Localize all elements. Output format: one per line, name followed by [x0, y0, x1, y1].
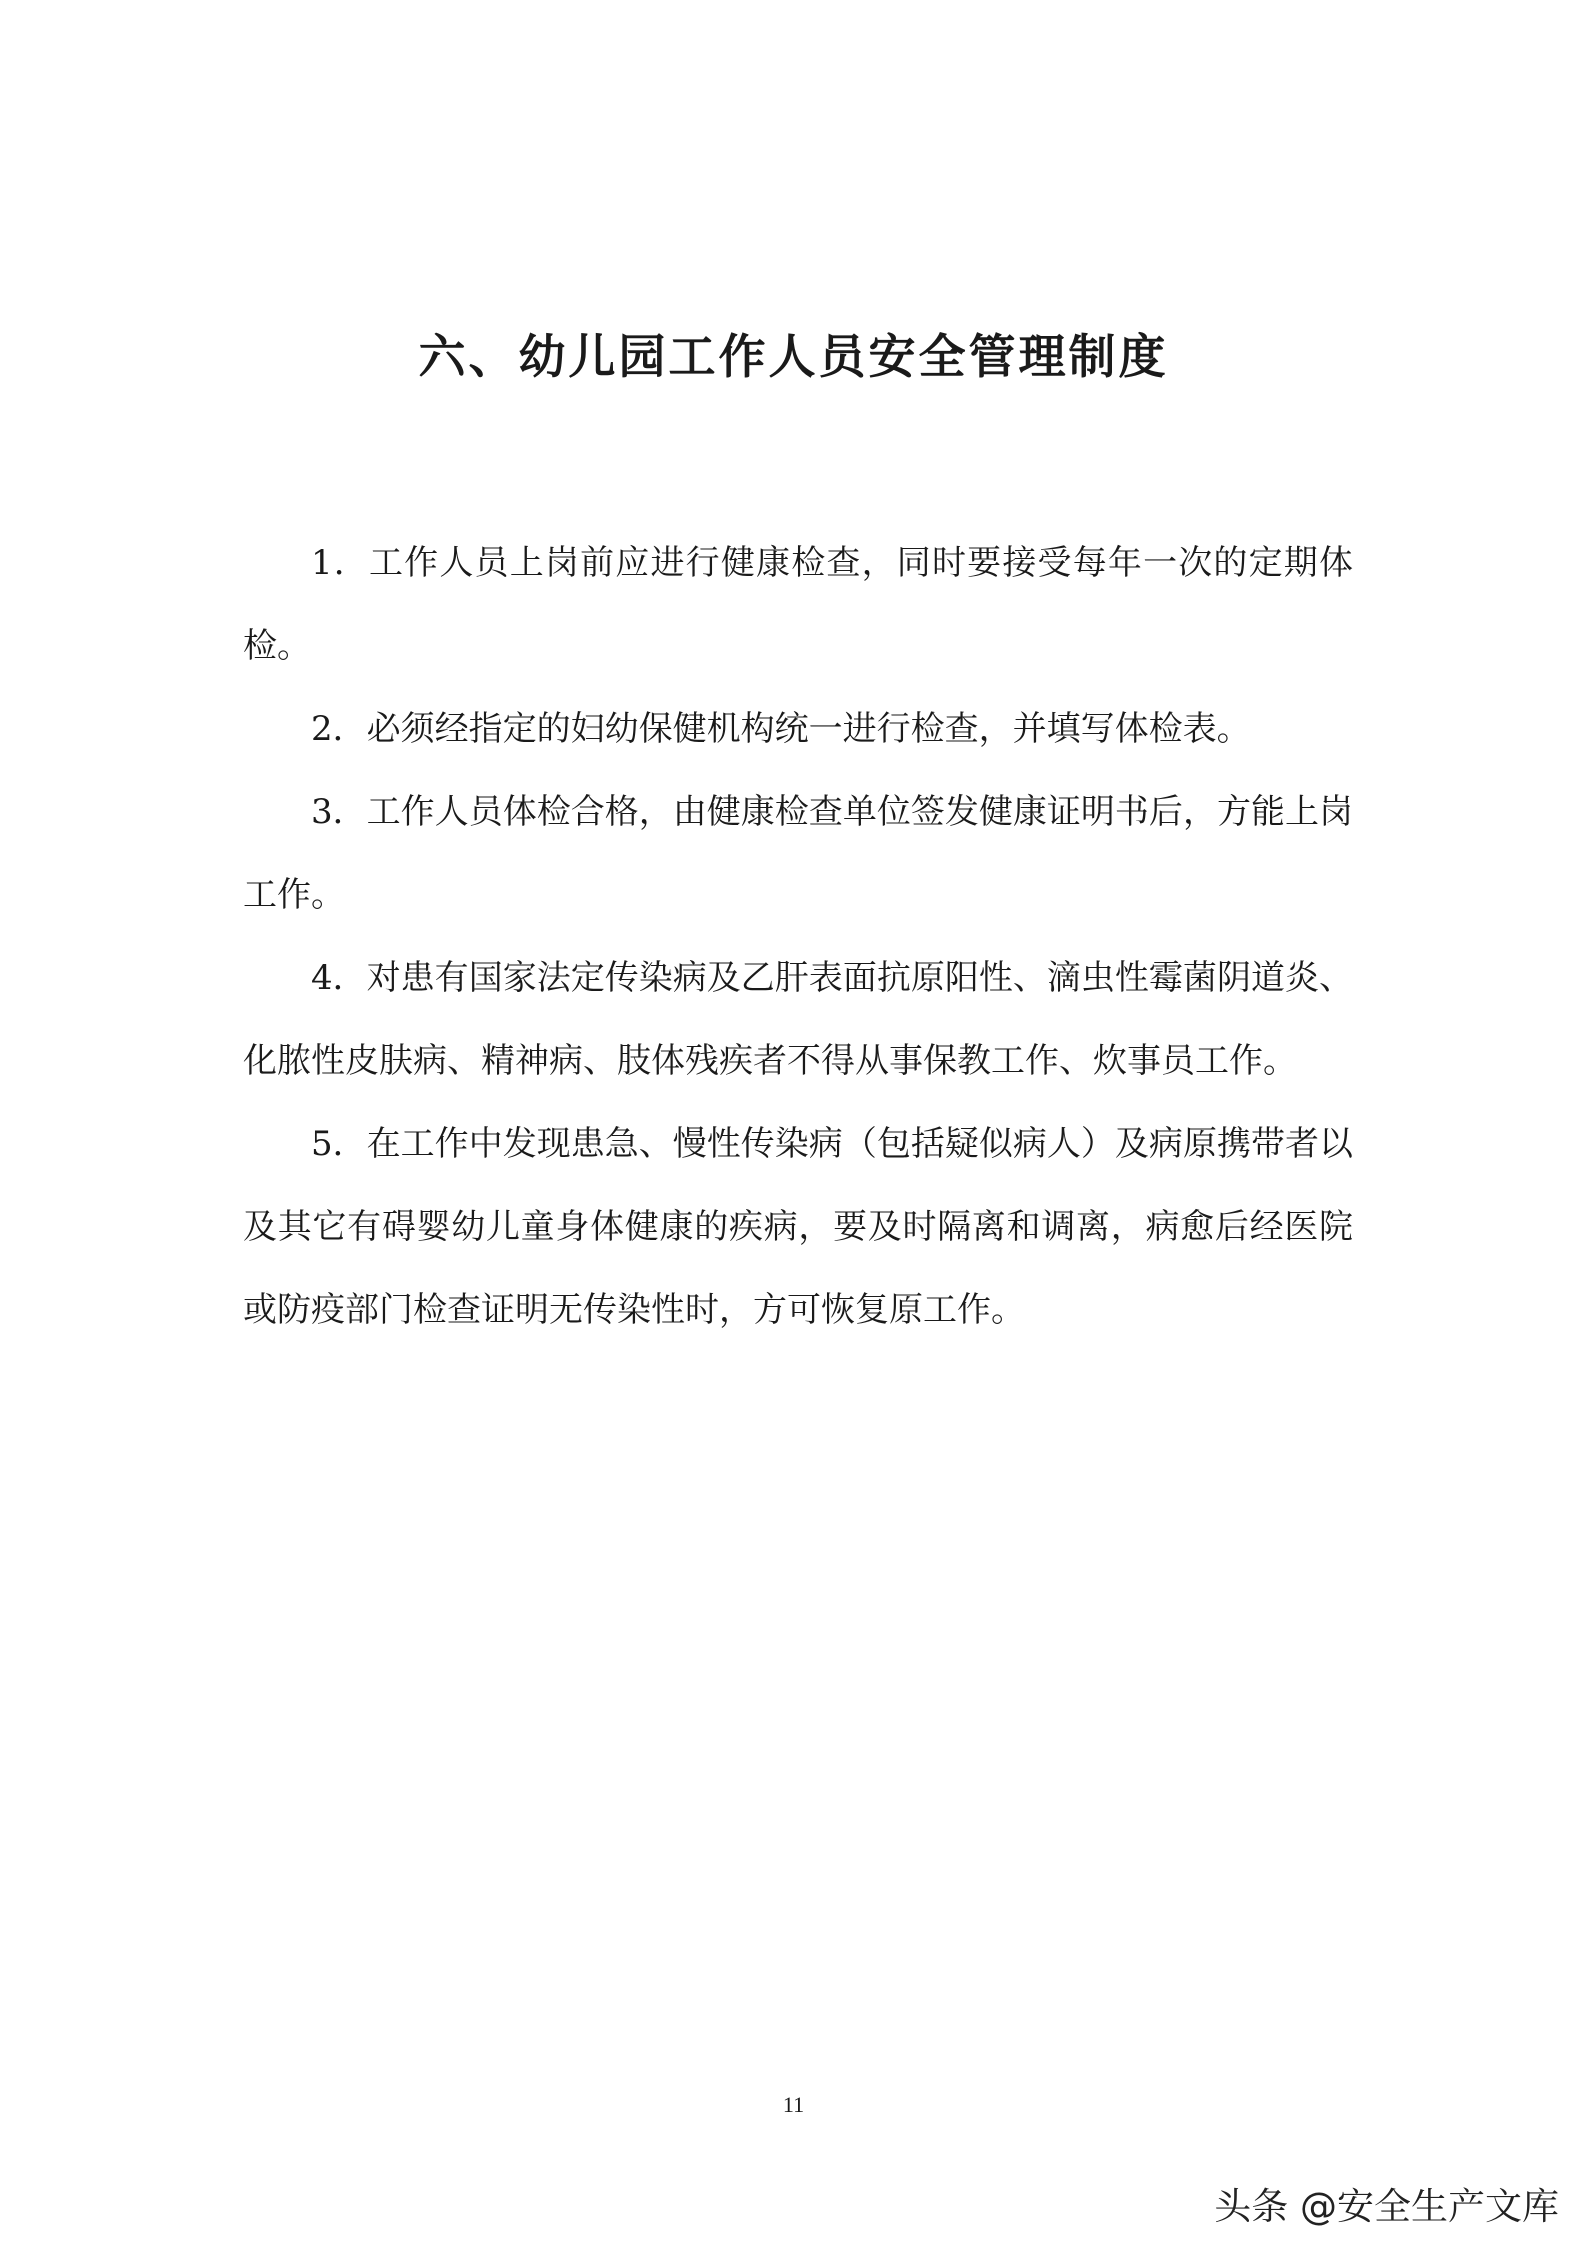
paragraph-3: 3．工作人员体检合格，由健康检查单位签发健康证明书后，方能上岗工作。	[243, 792, 1353, 915]
watermark: 头条 @安全生产文库	[1214, 2185, 1559, 2228]
paragraph-2: 2．必须经指定的妇幼保健机构统一进行检查，并填写体检表。	[311, 709, 1251, 749]
page-number: 11	[782, 2092, 805, 2117]
paragraph-4: 4．对患有国家法定传染病及乙肝表面抗原阳性、滴虫性霉菌阴道炎、化脓性皮肤病、精神病、肢体残疾者不得从事保教工作、炊事员工作。	[243, 958, 1353, 1081]
paragraph-1: 1．工作人员上岗前应进行健康检查，同时要接受每年一次的定期体检。	[243, 543, 1353, 666]
paragraph-5: 5．在工作中发现患急、慢性传染病（包括疑似病人）及病原携带者以及其它有碍婴幼儿童身体健康的疾病，要及时隔离和调离，病愈后经医院或防疫部门检查证明无传染性时，方可恢复原工作。	[243, 1124, 1353, 1330]
document-title: 六、幼儿园工作人员安全管理制度	[418, 330, 1169, 385]
document-body	[243, 522, 1353, 1352]
